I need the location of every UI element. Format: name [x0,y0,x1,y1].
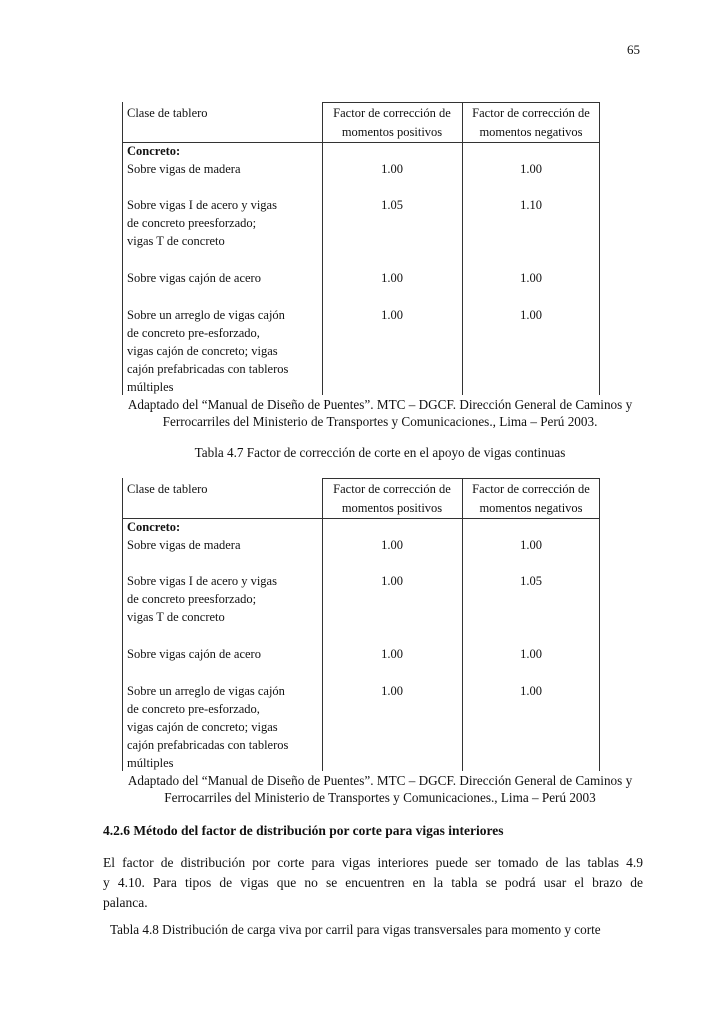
group-label-concreto: Concreto: [127,144,181,158]
table1-source-line1: Adaptado del “Manual de Diseño de Puentes”. MTC – DGCF. Dirección General de Caminos y [127,397,633,412]
row-positive-value: 1.00 [381,647,403,661]
row-negative-value: 1.00 [520,647,542,661]
row-negative-value: 1.00 [520,538,542,552]
row-label: vigas cajón de concreto; vigas [127,720,278,734]
row-label: cajón prefabricadas con tableros [127,362,289,376]
header-positive-line2: momentos positivos [341,501,443,515]
section-heading: 4.2.6 Método del factor de distribución por corte para vigas interiores [103,823,504,838]
row-positive-value: 1.00 [381,538,403,552]
header-positive-line1: Factor de corrección de [333,482,451,496]
table1-source-line2: Ferrocarriles del Ministerio de Transportes y Comunicaciones., Lima – Perú 2003. [162,414,598,429]
header-negative-line1: Factor de corrección de [472,482,590,496]
row-label: Sobre vigas de madera [127,162,241,176]
row-label: Sobre vigas I de acero y vigas [127,574,277,588]
row-label: vigas T de concreto [127,610,225,624]
table2-source-line2: Ferrocarriles del Ministerio de Transportes y Comunicaciones., Lima – Perú 2003 [164,790,596,805]
row-negative-value: 1.05 [520,574,542,588]
row-label: de concreto pre-esforzado, [127,702,260,716]
table-correction-factors-2 [122,478,600,771]
row-negative-value: 1.00 [520,308,542,322]
row-label: múltiples [127,756,174,770]
row-label: vigas T de concreto [127,234,225,248]
row-positive-value: 1.05 [381,198,403,212]
header-positive-line1: Factor de corrección de [333,106,451,120]
header-clase-de-tablero: Clase de tablero [127,482,208,496]
table2-caption: Tabla 4.7 Factor de corrección de corte en el apoyo de vigas continuas [194,445,566,460]
row-positive-value: 1.00 [381,574,403,588]
row-label: de concreto preesforzado; [127,216,257,230]
group-label-concreto: Concreto: [127,520,181,534]
header-negative-line2: momentos negativos [479,125,583,139]
table2-source-line1: Adaptado del “Manual de Diseño de Puentes”. MTC – DGCF. Dirección General de Caminos y [127,773,633,788]
row-negative-value: 1.00 [520,162,542,176]
row-label: Sobre vigas cajón de acero [127,271,261,285]
row-label: múltiples [127,380,174,394]
row-label: de concreto preesforzado; [127,592,257,606]
page-number: 65 [627,42,640,57]
row-label: Sobre vigas de madera [127,538,241,552]
header-clase-de-tablero: Clase de tablero [127,106,208,120]
row-positive-value: 1.00 [381,684,403,698]
table3-caption: Tabla 4.8 Distribución de carga viva por carril para vigas transversales para momento y corte [110,922,601,937]
row-negative-value: 1.00 [520,271,542,285]
row-negative-value: 1.00 [520,684,542,698]
row-label: vigas cajón de concreto; vigas [127,344,278,358]
row-positive-value: 1.00 [381,271,403,285]
paragraph-line: palanca. [103,895,148,910]
body-paragraph [103,853,643,913]
row-label: Sobre vigas cajón de acero [127,647,261,661]
paragraph-line: El factor de distribución por corte para vigas interiores puede ser tomado de las tablas 4.9 [103,855,643,870]
header-negative-line2: momentos negativos [479,501,583,515]
row-positive-value: 1.00 [381,308,403,322]
row-label: de concreto pre-esforzado, [127,326,260,340]
row-positive-value: 1.00 [381,162,403,176]
row-label: Sobre un arreglo de vigas cajón [127,308,285,322]
table-correction-factors-1 [122,102,600,395]
row-label: Sobre un arreglo de vigas cajón [127,684,285,698]
header-negative-line1: Factor de corrección de [472,106,590,120]
row-label: Sobre vigas I de acero y vigas [127,198,277,212]
row-negative-value: 1.10 [520,198,542,212]
row-label: cajón prefabricadas con tableros [127,738,289,752]
header-positive-line2: momentos positivos [341,125,443,139]
paragraph-line: y 4.10. Para tipos de vigas que no se encuentren en la tabla se podrá usar el brazo de [103,875,643,890]
